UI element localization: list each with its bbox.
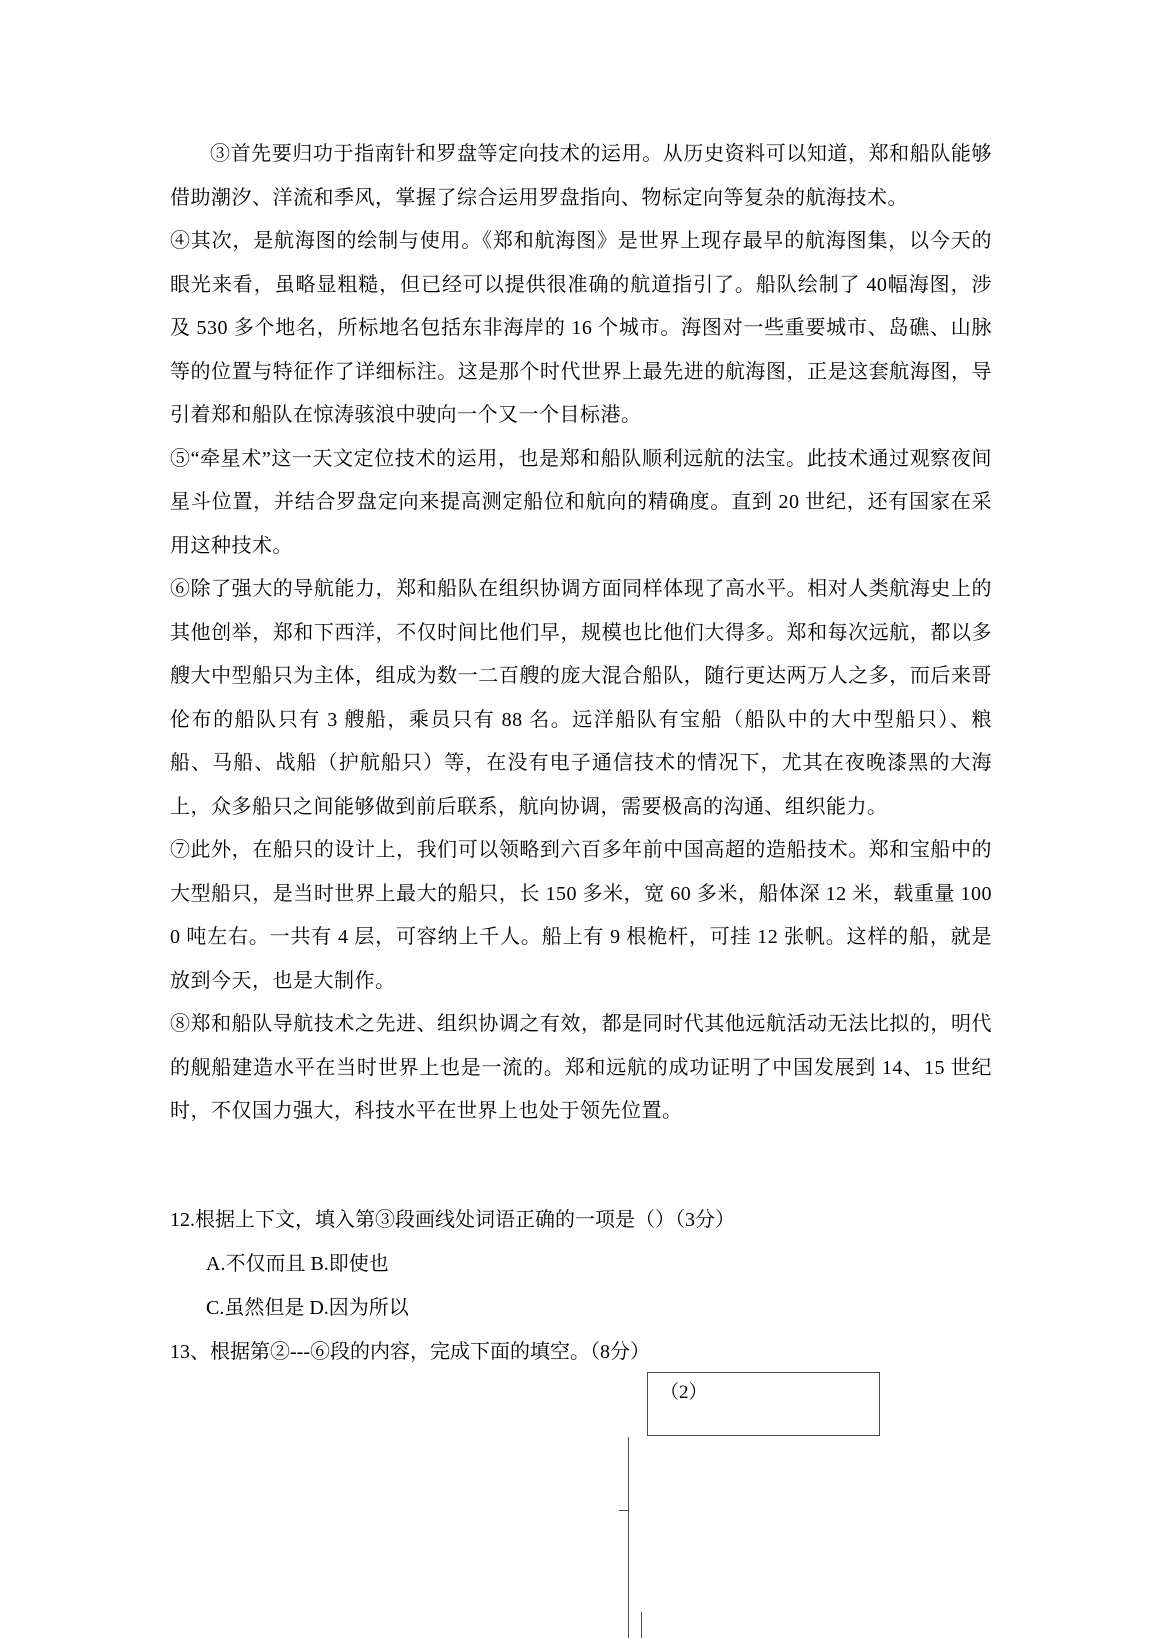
passage-paragraph-6: ⑥除了强大的导航能力，郑和船队在组织协调方面同样体现了高水平。相对人类航海史上的其他创举，郑和下西洋，不仅时间比他们早，规模也比他们大得多。郑和每次远航，都以多艘大中型船只为主体，组成为数一二百艘的庞大混合船队，随行更达两万人之多，而后来哥伦布的船队只有 3 艘船，乘员只有 88 名。远洋船队有宝船（船队中的大中型船只）、粮船、马船、战船（护航船只）等，在没有电子通信技术的情况下，尤其在夜晚漆黑的大海上，众多船只之间能够做到前后联系，航向协调，需要极高的沟通、组织能力。: [170, 578, 992, 818]
question-12-options-cd: C.虽然但是 D.因为所以: [206, 1296, 409, 1319]
passage-paragraph-3: ③首先要归功于指南针和罗盘等定向技术的运用。从历史资料可以知道，郑和船队能够借助潮汐、洋流和季风，掌握了综合运用罗盘指向、物标定向等复杂的航海技术。: [170, 143, 992, 209]
passage-paragraph-5: ⑤“牵星术”这一天文定位技术的运用，也是郑和船队顺利远航的法宝。此技术通过观察夜间星斗位置，并结合罗盘定向来提高测定船位和航向的精确度。直到 20 世纪，还有国家在采用这种技术。: [170, 447, 992, 557]
questions-section: [170, 1198, 992, 1374]
fill-blank-box-2: [647, 1372, 880, 1436]
question-12: 12.根据上下文，填入第③段画线处词语正确的一项是（）（3分）: [170, 1208, 735, 1231]
passage-paragraph-4: ④其次，是航海图的绘制与使用。《郑和航海图》是世界上现存最早的航海图集，以今天的眼光来看，虽略显粗糙，但已经可以提供很准确的航道指引了。船队绘制了 40幅海图，涉及 530 多个地名，所标地名包括东非海岸的 16 个城市。海图对一些重要城市、岛礁、山脉等的位置与特征作了详细标注。这是那个时代世界上最先进的航海图，正是这套航海图，导引着郑和船队在惊涛骇浪中驶向一个又一个目标港。: [170, 230, 992, 426]
diagram-bottom-line: [641, 1612, 642, 1638]
passage: [170, 133, 992, 1374]
passage-paragraph-8: ⑧郑和船队导航技术之先进、组织协调之有效，都是同时代其他远航活动无法比拟的，明代的舰船建造水平在当时世界上也是一流的。郑和远航的成功证明了中国发展到 14、15 世纪时，不仅国力强大，科技水平在世界上也处于领先位置。: [170, 1013, 992, 1122]
question-12-options-ab: A.不仅而且 B.即使也: [206, 1252, 389, 1275]
question-13: 13、根据第②---⑥段的内容，完成下面的填空。（8分）: [170, 1340, 650, 1363]
passage-paragraph-7: ⑦此外，在船只的设计上，我们可以领略到六百多年前中国高超的造船技术。郑和宝船中的大型船只，是当时世界上最大的船只，长 150 多米，宽 60 多米，船体深 12 米，载重量 1000 吨左右。一共有 4 层，可容纳上千人。船上有 9 根桅杆，可挂 12 张帆。这样的船，就是放到今天，也是大制作。: [170, 839, 992, 992]
diagram-vertical-line: [628, 1437, 629, 1638]
diagram-tick-mark: [619, 1510, 629, 1511]
fill-blank-box-2-label: （2）: [660, 1382, 708, 1403]
